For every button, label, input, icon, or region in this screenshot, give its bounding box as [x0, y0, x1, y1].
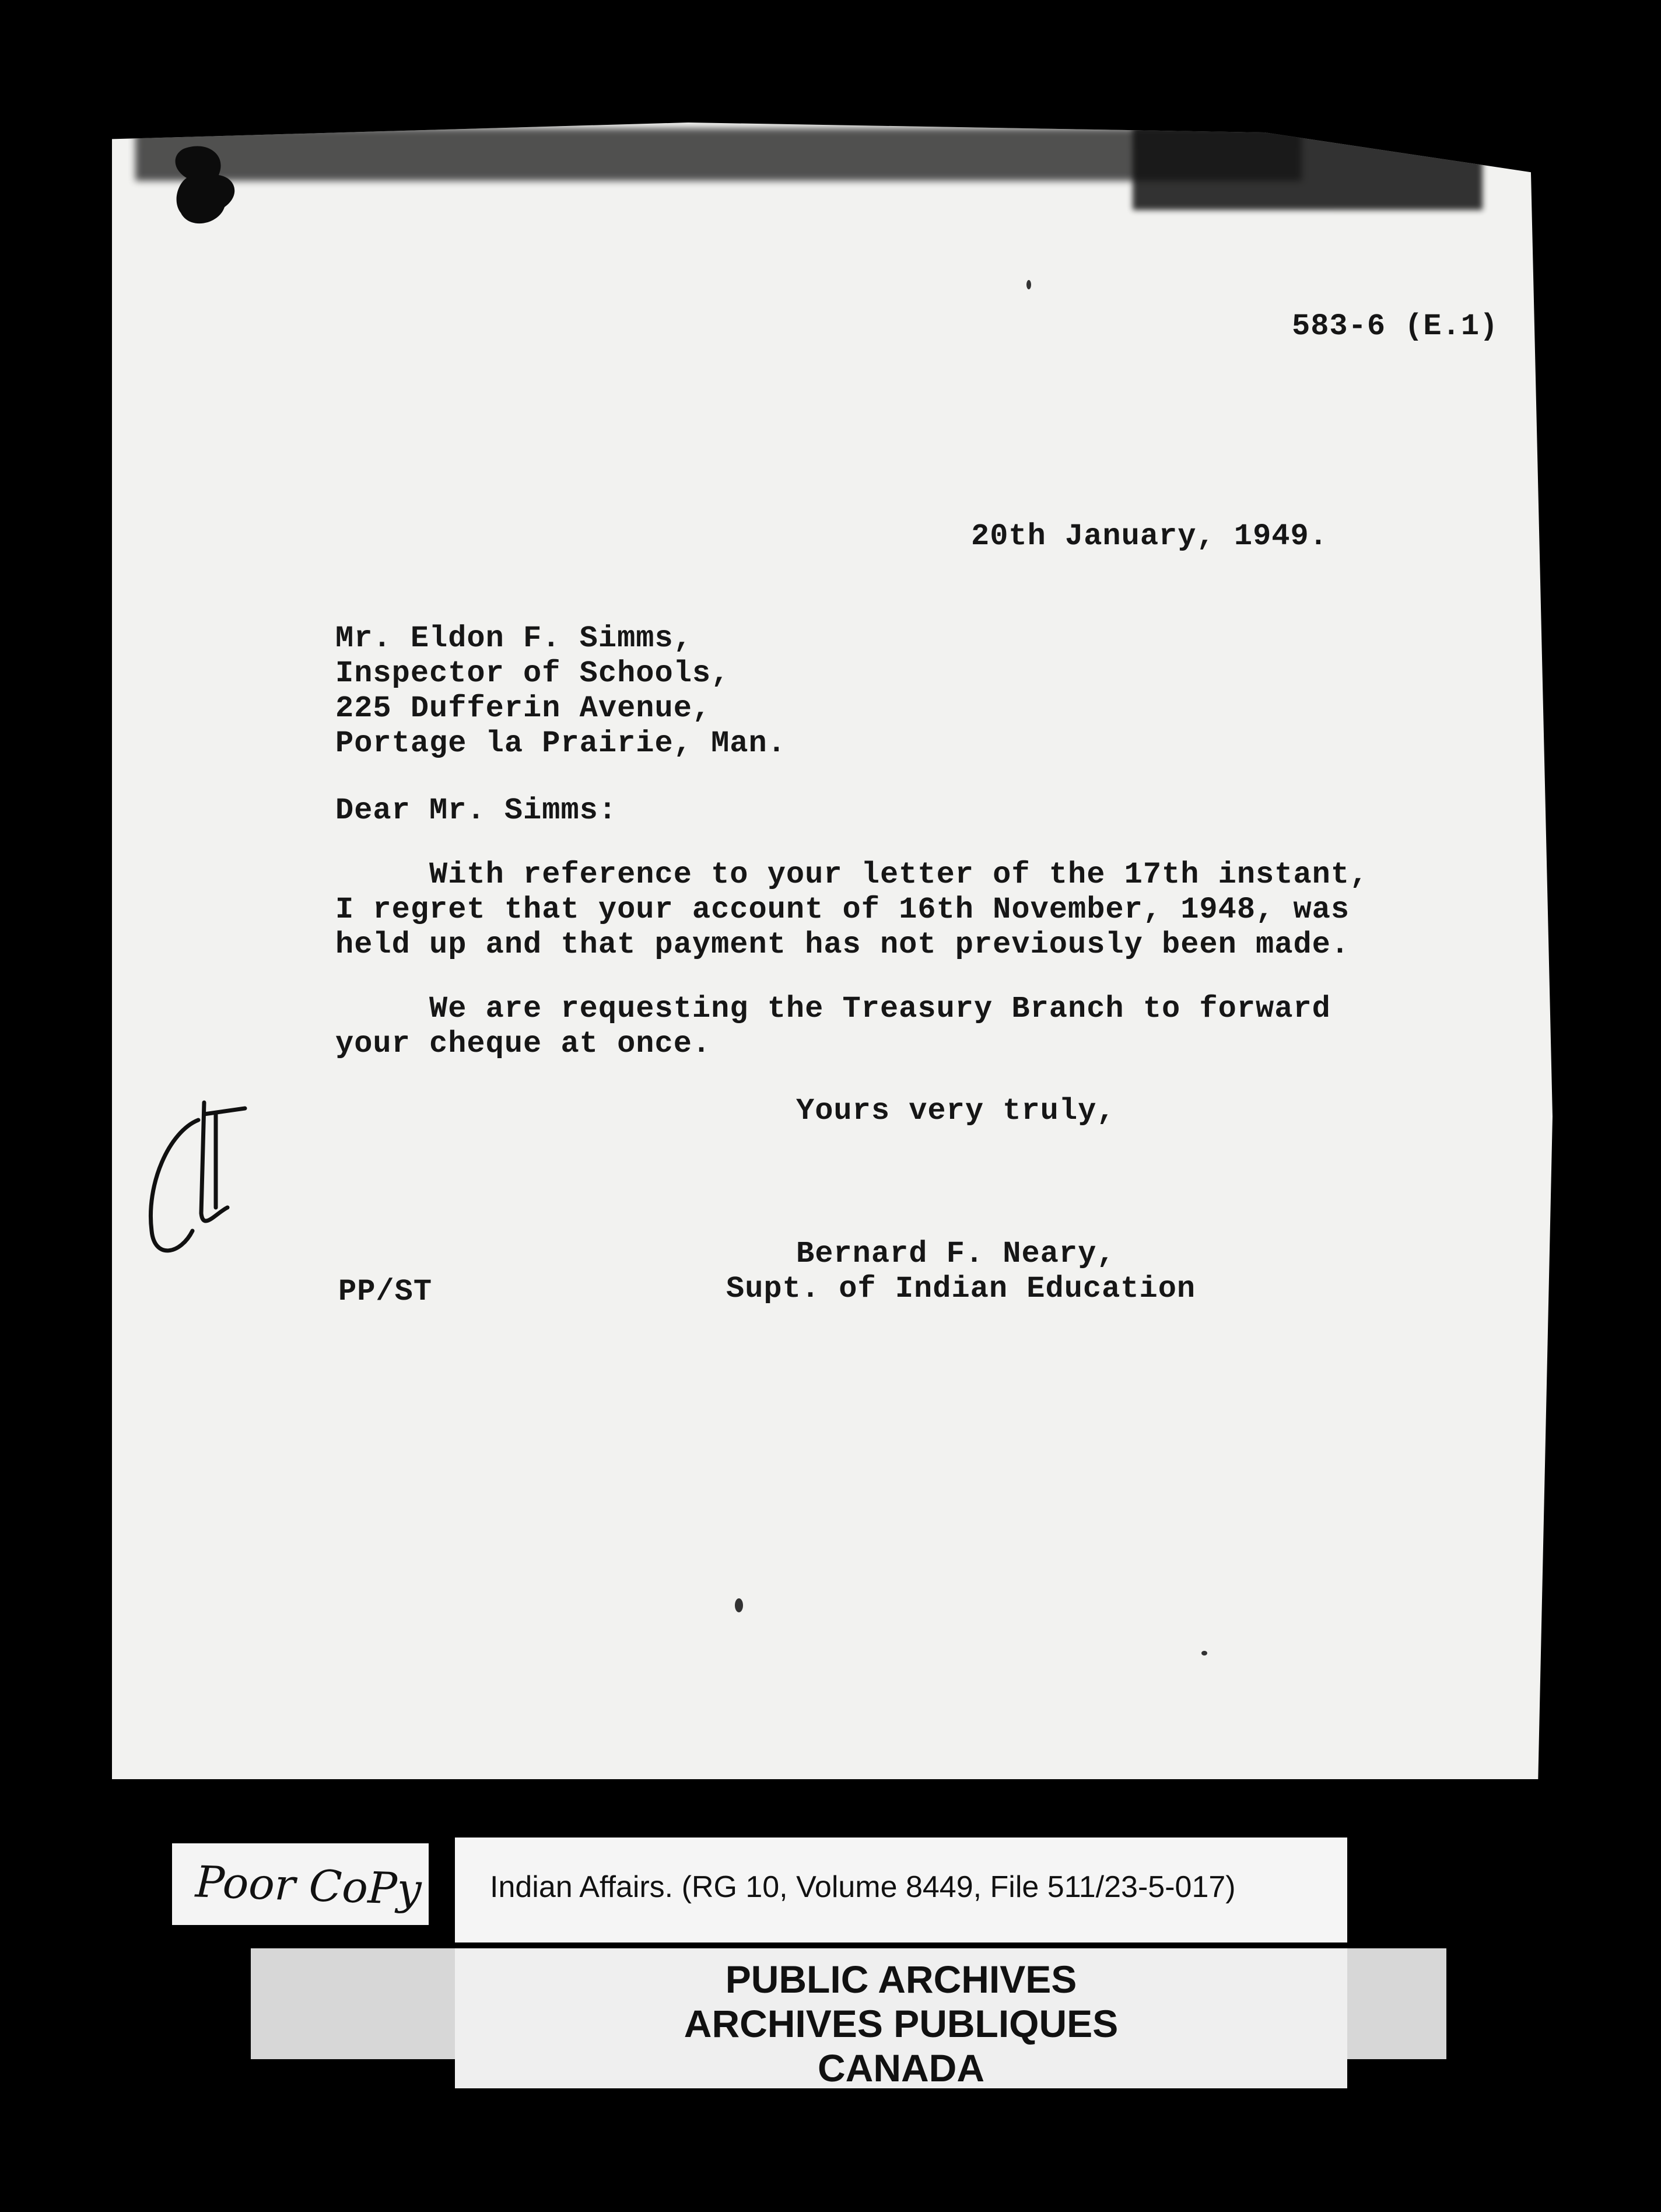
torn-top-edge [135, 128, 1302, 181]
body-line-4: We are requesting the Treasury Branch to forward [335, 992, 1331, 1026]
specks [1026, 280, 1031, 289]
poor-copy-label [172, 1843, 429, 1925]
specks [1201, 1651, 1207, 1656]
file-reference: 583-6 (E.1) [1292, 309, 1499, 344]
archives-stamp [455, 1957, 1347, 2090]
signer-title: Supt. of Indian Education [726, 1272, 1196, 1306]
typist-initials: PP/ST [338, 1275, 433, 1309]
address-line-4: Portage la Prairie, Man. [335, 726, 786, 761]
poor-copy-text: Poor CoPy [194, 1857, 422, 1915]
signer-name: Bernard F. Neary, [796, 1237, 1116, 1271]
archives-line-2: ARCHIVES PUBLIQUES [684, 2002, 1119, 2045]
address-line-3: 225 Dufferin Avenue, [335, 691, 712, 726]
address-line-1: Mr. Eldon F. Simms, [335, 621, 692, 656]
body-line-2: I regret that your account of 16th November, 1948, was [335, 892, 1350, 927]
archives-line-1: PUBLIC ARCHIVES [725, 1958, 1077, 2001]
ink-blot [172, 143, 242, 230]
closing: Yours very truly, [796, 1094, 1116, 1128]
citation-label [455, 1838, 1347, 1943]
archives-line-3: CANADA [818, 2046, 984, 2090]
body-line-3: held up and that payment has not previously been made. [335, 928, 1350, 962]
salutation: Dear Mr. Simms: [335, 793, 618, 828]
body-line-1: With reference to your letter of the 17th instant, [335, 858, 1369, 892]
body-line-5: your cheque at once. [335, 1027, 712, 1061]
citation-text: Indian Affairs. (RG 10, Volume 8449, File 511/23-5-017) [490, 1870, 1236, 1904]
address-line-2: Inspector of Schools, [335, 656, 730, 691]
letter-date: 20th January, 1949. [971, 519, 1328, 554]
torn-corner [1133, 123, 1483, 210]
specks [735, 1598, 743, 1612]
handwritten-initials [134, 1097, 251, 1272]
